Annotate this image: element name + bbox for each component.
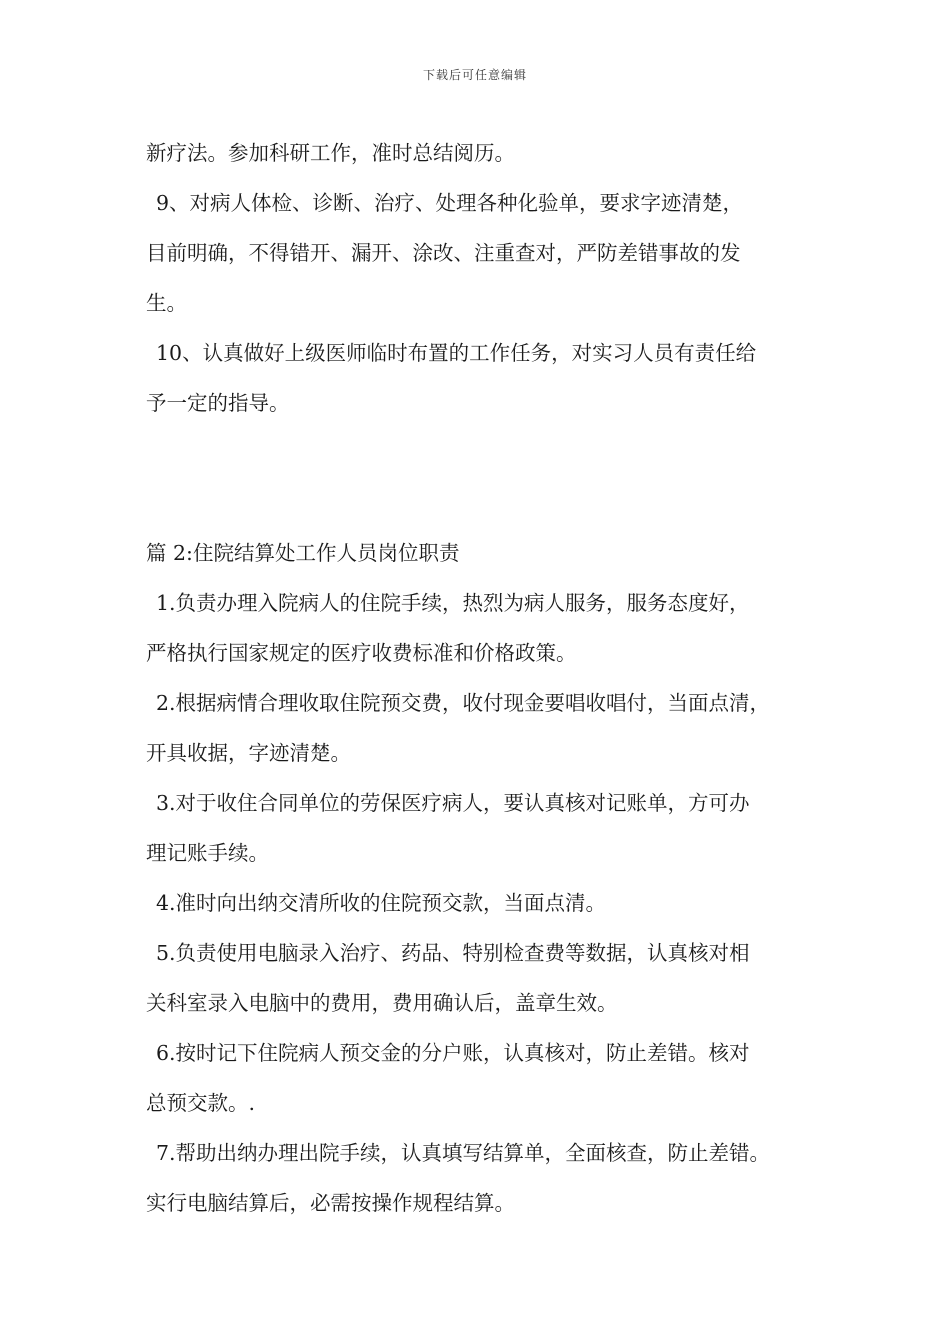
paragraph-line: 3.对于收住合同单位的劳保医疗病人，要认真核对记账单，方可办: [156, 791, 750, 815]
paragraph-line: 生。: [146, 291, 187, 315]
paragraph-line: 开具收据，字迹清楚。: [146, 741, 351, 765]
paragraph-line: 目前明确，不得错开、漏开、涂改、注重查对，严防差错事故的发: [146, 241, 741, 265]
paragraph-line: 关科室录入电脑中的费用，费用确认后，盖章生效。: [146, 991, 618, 1015]
paragraph-line: 10、认真做好上级医师临时布置的工作任务，对实习人员有责任给: [156, 341, 757, 365]
section-title: 篇 2:住院结算处工作人员岗位职责: [146, 541, 460, 565]
paragraph-line: 2.根据病情合理收取住院预交费，收付现金要唱收唱付，当面点清，: [156, 691, 771, 715]
paragraph-line: 总预交款。.: [146, 1091, 256, 1115]
paragraph-line: 严格执行国家规定的医疗收费标准和价格政策。: [146, 641, 577, 665]
paragraph-line: 予一定的指导。: [146, 391, 290, 415]
paragraph-line: 4.准时向出纳交清所收的住院预交款，当面点清。: [156, 891, 607, 915]
paragraph-line: 5.负责使用电脑录入治疗、药品、特别检查费等数据，认真核对相: [156, 941, 750, 965]
paragraph-line: 新疗法。参加科研工作，准时总结阅历。: [146, 141, 515, 165]
paragraph-line: 理记账手续。: [146, 841, 269, 865]
paragraph-line: 1.负责办理入院病人的住院手续，热烈为病人服务，服务态度好，: [156, 591, 750, 615]
section-gap: [146, 428, 836, 528]
document-body: [146, 128, 836, 1228]
header-note: 下载后可任意编辑: [422, 68, 527, 82]
paragraph-line: 6.按时记下住院病人预交金的分户账，认真核对，防止差错。核对: [156, 1041, 750, 1065]
paragraph-line: 9、对病人体检、诊断、治疗、处理各种化验单，要求字迹清楚，: [156, 191, 744, 215]
paragraph-line: 7.帮助出纳办理出院手续，认真填写结算单，全面核查，防止差错。: [156, 1141, 771, 1165]
paragraph-line: 实行电脑结算后，必需按操作规程结算。: [146, 1191, 515, 1215]
